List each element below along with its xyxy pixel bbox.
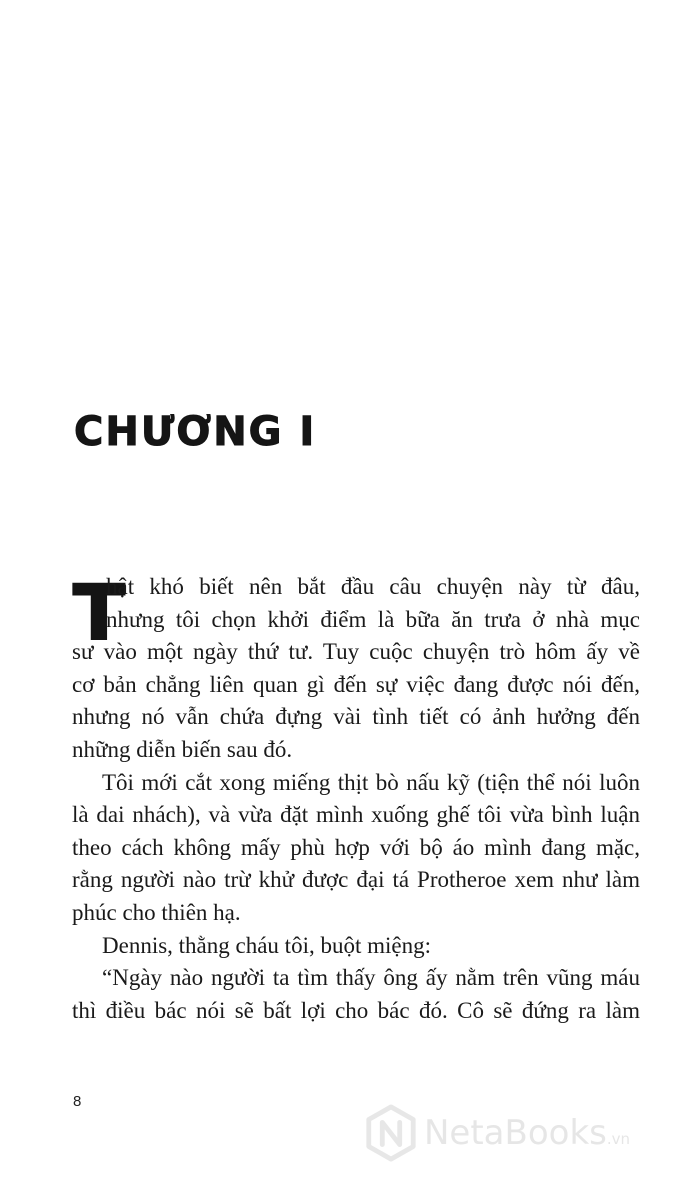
- text-line: nhưng tôi chọn khởi điểm là bữa ăn trưa ở nhà mục: [106, 606, 640, 632]
- text-line: là dai nhách), và vừa đặt mình xuống ghế tôi vừa bình luận: [72, 802, 640, 828]
- text-line: phúc cho thiên hạ.: [72, 899, 241, 925]
- text-line: thì điều bác nói sẽ bất lợi cho bác đó. Cô sẽ đứng ra làm: [72, 997, 640, 1023]
- netabooks-logo-icon: [362, 1104, 420, 1162]
- watermark-brand: [424, 1113, 630, 1153]
- text-line: rằng người nào trừ khử được đại tá Protheroe xem như làm: [72, 867, 640, 893]
- drop-cap: T: [73, 568, 125, 657]
- page-number: 8: [73, 1093, 82, 1110]
- text-line: sư vào một ngày thứ tư. Tuy cuộc chuyện trò hôm ấy về: [72, 639, 640, 665]
- text-line: những diễn biến sau đó.: [72, 736, 293, 762]
- text-line: Dennis, thằng cháu tôi, buột miệng:: [102, 932, 431, 958]
- chapter-title: CHƯƠNG I: [74, 409, 317, 455]
- text-line: hật khó biết nên bắt đầu câu chuyện này từ đâu,: [106, 574, 640, 599]
- watermark: [362, 1100, 692, 1166]
- text-line: Tôi mới cắt xong miếng thịt bò nấu kỹ (tiện thể nói luôn: [102, 769, 640, 795]
- text-line: nhưng nó vẫn chứa đựng vài tình tiết có ảnh hưởng đến: [72, 704, 640, 730]
- text-line: cơ bản chẳng liên quan gì đến sự việc đang được nói đến,: [72, 671, 640, 697]
- text-line: “Ngày nào người ta tìm thấy ông ấy nằm trên vũng máu: [102, 965, 640, 991]
- body-text: [72, 568, 640, 1027]
- text-line: theo cách không mấy phù hợp với bộ áo mình đang mặc,: [72, 834, 640, 860]
- watermark-suffix: .vn: [606, 1130, 631, 1148]
- watermark-brand-name: NetaBooks: [424, 1113, 607, 1153]
